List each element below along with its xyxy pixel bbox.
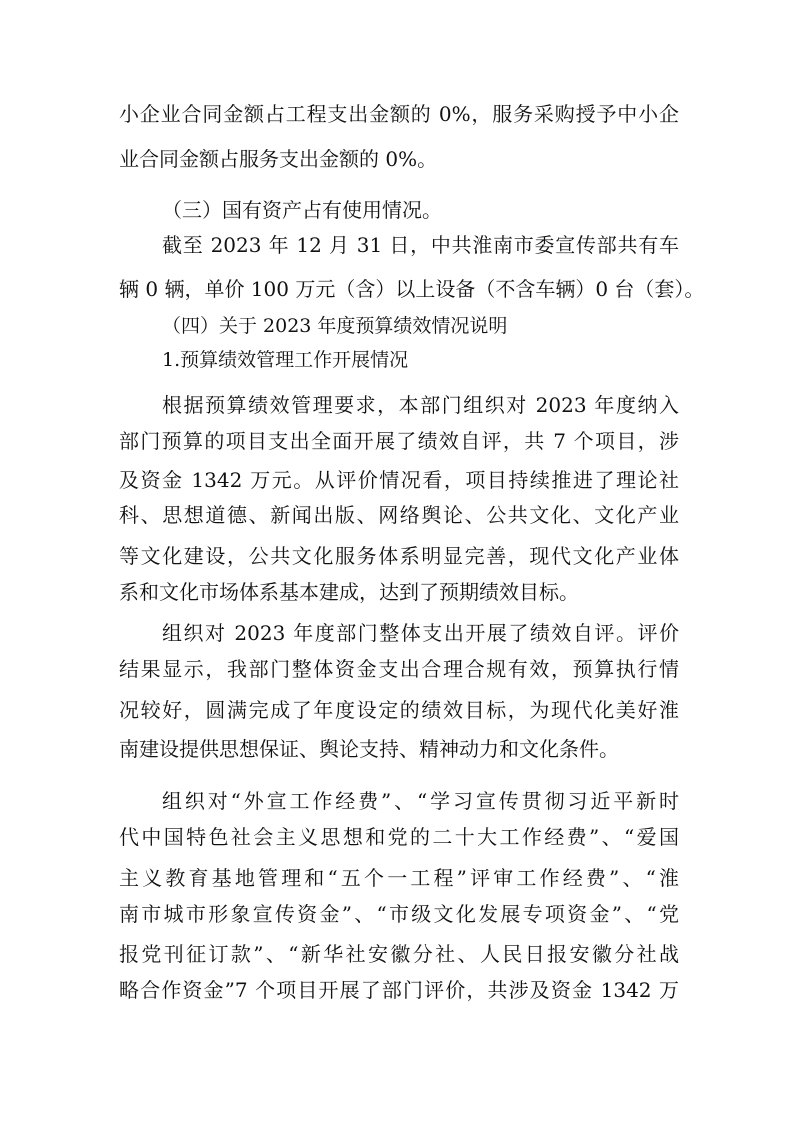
paragraph-line: 科、思想道德、新闻出版、网络舆论、公共文化、文化产业	[119, 503, 679, 527]
paragraph-line: 小企业合同金额占工程支出金额的 0%，服务采购授予中小企	[119, 102, 679, 126]
paragraph-line: 主义教育基地管理和“五个一工程”评审工作经费”、“淮	[119, 866, 679, 890]
section-heading: （三）国有资产占有使用情况。	[162, 198, 442, 222]
paragraph-line: 结果显示，我部门整体资金支出合理合规有效，预算执行情	[119, 657, 679, 681]
paragraph-line: 等文化建设，公共文化服务体系明显完善，现代文化产业体	[119, 544, 679, 568]
paragraph-line: 南建设提供思想保证、舆论支持、精神动力和文化条件。	[119, 737, 619, 761]
paragraph-line: 报党刊征订款”、“新华社安徽分社、人民日报安徽分社战	[119, 942, 679, 966]
paragraph-line: 南市城市形象宣传资金”、“市级文化发展专项资金”、“党	[119, 902, 679, 926]
paragraph-line: 代中国特色社会主义思想和党的二十大工作经费”、“爱国	[119, 825, 679, 849]
paragraph-line: 况较好，圆满完成了年度设定的绩效目标，为现代化美好淮	[119, 698, 679, 722]
subsection-heading: 1.预算绩效管理工作开展情况	[162, 349, 409, 371]
section-heading: （四）关于 2023 年度预算绩效情况说明	[162, 315, 508, 337]
paragraph-line: 部门预算的项目支出全面开展了绩效自评，共 7 个项目，涉	[119, 429, 679, 453]
paragraph-line: 组织对“外宣工作经费”、“学习宣传贯彻习近平新时	[162, 789, 679, 813]
paragraph-line: 截至 2023 年 12 月 31 日，中共淮南市委宣传部共有车	[162, 233, 679, 257]
paragraph-line: 略合作资金”7 个项目开展了部门评价，共涉及资金 1342 万	[119, 978, 679, 1002]
paragraph-line: 辆 0 辆，单价 100 万元（含）以上设备（不含车辆）0 台（套）。	[119, 277, 705, 301]
paragraph-line: 组织对 2023 年度部门整体支出开展了绩效自评。评价	[162, 621, 679, 645]
paragraph-line: 根据预算绩效管理要求，本部门组织对 2023 年度纳入	[162, 393, 679, 417]
paragraph-line: 及资金 1342 万元。从评价情况看，项目持续推进了理论社	[119, 468, 679, 492]
paragraph-line: 业合同金额占服务支出金额的 0%。	[119, 147, 438, 171]
paragraph-line: 系和文化市场体系基本建成，达到了预期绩效目标。	[119, 580, 579, 604]
